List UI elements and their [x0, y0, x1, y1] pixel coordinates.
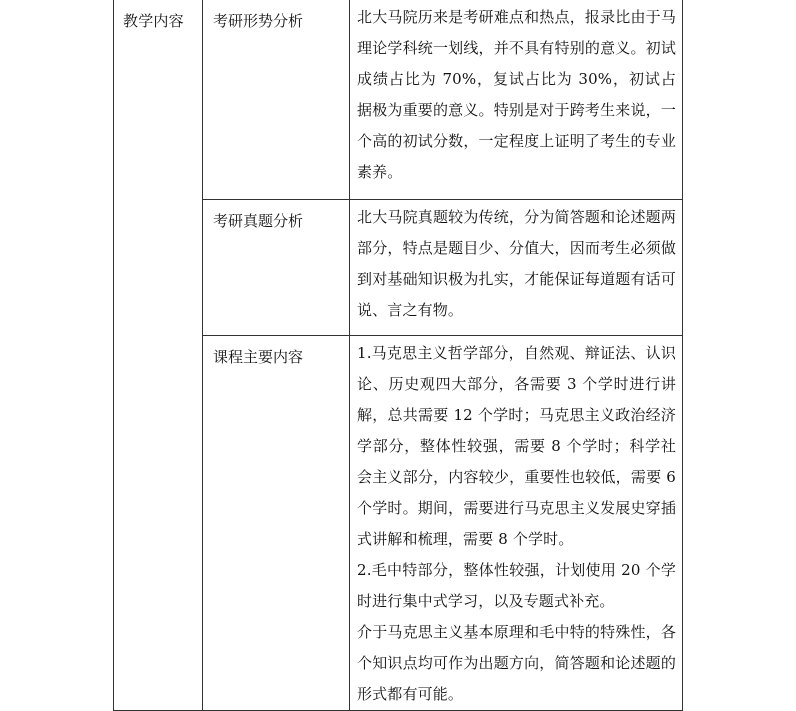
subject-label: 考研形势分析 [213, 12, 304, 30]
description-cell [350, 200, 683, 336]
table-row [114, 0, 683, 200]
course-content-table [113, 0, 683, 711]
paragraph: 2.毛中特部分，整体性较强，计划使用 20 个学时进行集中式学习，以及专题式补充。 [357, 561, 676, 610]
subject-label: 课程主要内容 [213, 348, 304, 366]
paragraph: 1.马克思主义哲学部分，自然观、辩证法、认识论、历史观四大部分，各需要 3 个学时进行讲解，总共需要 12 个学时；马克思主义政治经济学部分，整体性较强，需要 8 个学时；科学社会主义部分，内容较少，重要性也较低，需要 6 个学时。期间，需要进行马克思主义发展史穿插式讲解和梳理，需要 8 个学时。 [357, 344, 676, 548]
description-cell [350, 0, 683, 200]
category-label: 教学内容 [123, 12, 184, 30]
subject-cell [203, 0, 350, 200]
subject-label: 考研真题分析 [213, 212, 304, 230]
description-cell [350, 336, 683, 711]
subject-cell [203, 200, 350, 336]
category-cell [114, 0, 203, 711]
paragraph: 介于马克思主义基本原理和毛中特的特殊性，各个知识点均可作为出题方向，简答题和论述题的形式都有可能。 [357, 623, 676, 703]
paragraph: 北大马院历来是考研难点和热点，报录比由于马理论学科统一划线，并不具有特别的意义。初试成绩占比为 70%，复试占比为 30%，初试占据极为重要的意义。特别是对于跨考生来说，一个高的初试分数，一定程度上证明了考生的专业素养。 [357, 8, 676, 181]
paragraph: 北大马院真题较为传统，分为简答题和论述题两部分，特点是题目少、分值大，因而考生必须做到对基础知识极为扎实，才能保证每道题有话可说、言之有物。 [357, 208, 676, 319]
subject-cell [203, 336, 350, 711]
